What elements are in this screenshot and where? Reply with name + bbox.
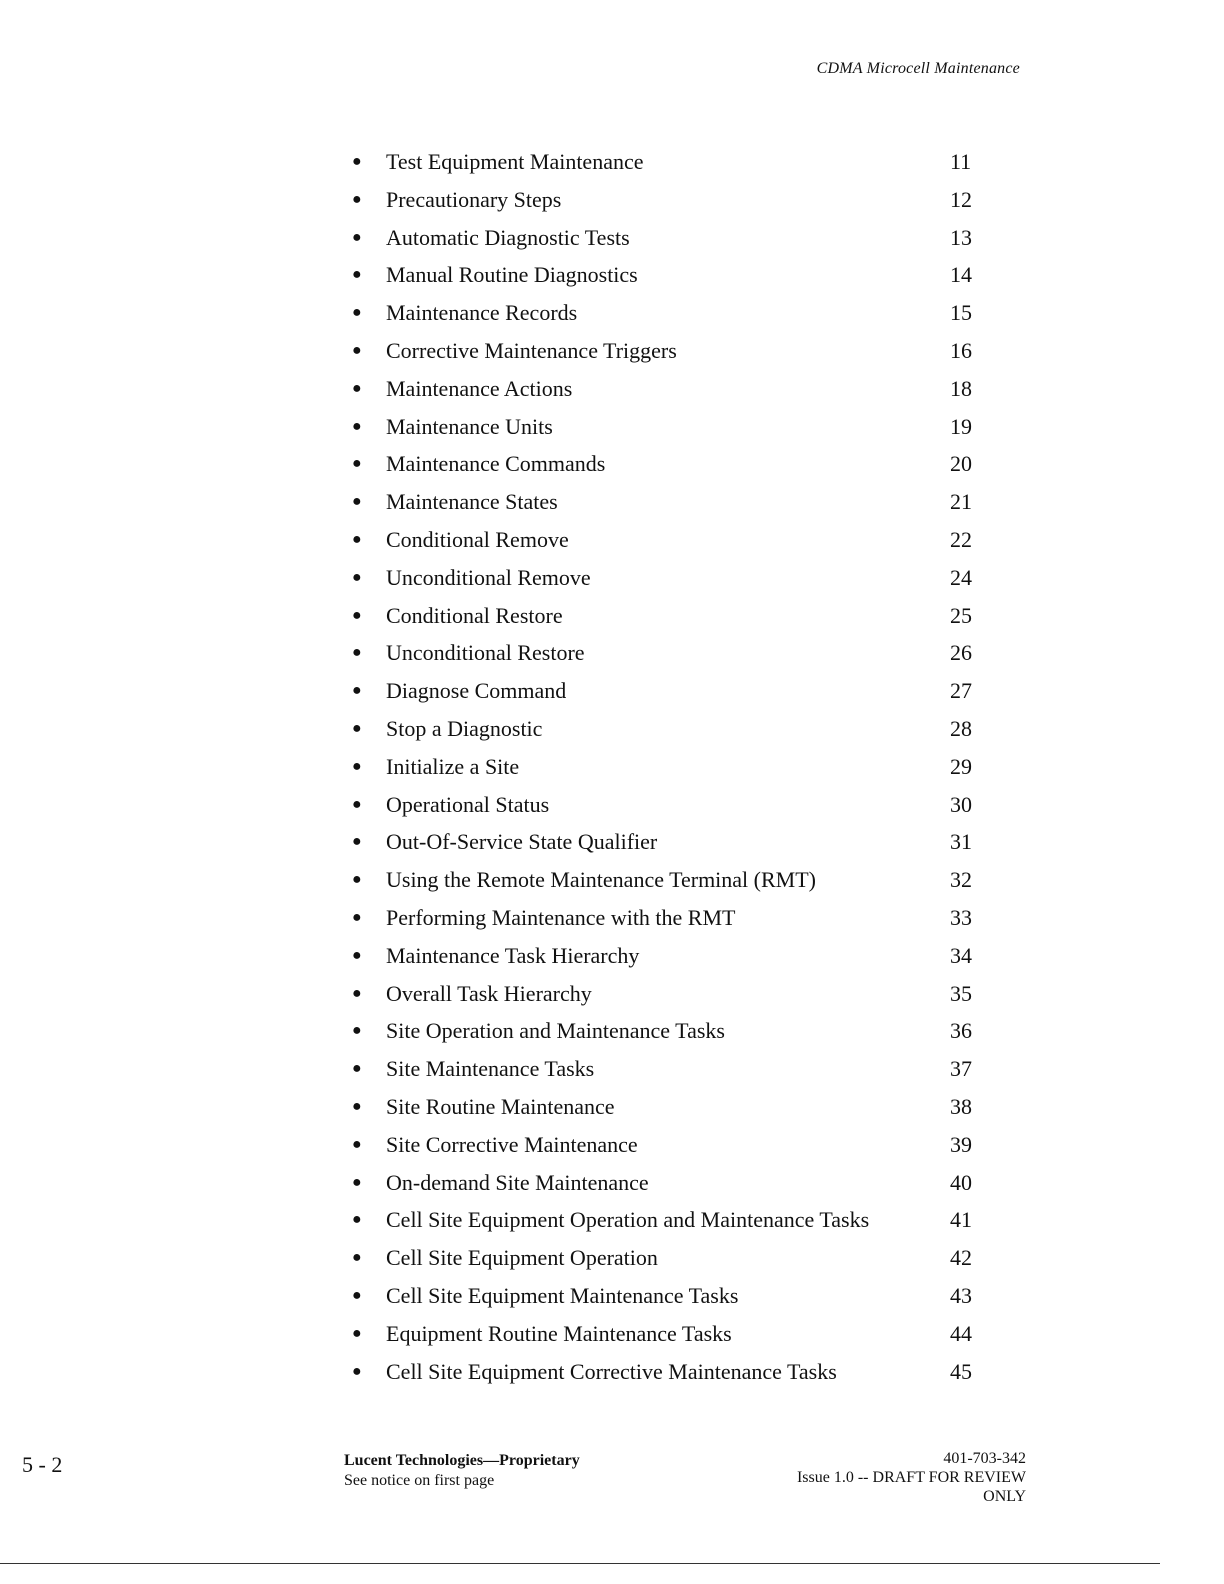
table-of-contents	[350, 143, 990, 1390]
toc-item-page: 36	[950, 1018, 972, 1044]
bullet-icon: ●	[352, 719, 362, 737]
toc-item	[350, 823, 990, 861]
bullet-icon: ●	[352, 1022, 362, 1040]
toc-item-title: Unconditional Remove	[386, 564, 591, 590]
toc-item-page: 20	[950, 451, 972, 477]
toc-item-page: 18	[950, 375, 972, 401]
bullet-icon: ●	[352, 568, 362, 586]
footer-proprietary	[344, 1451, 580, 1491]
toc-item-page: 26	[950, 640, 972, 666]
toc-item-title: Maintenance Actions	[386, 375, 573, 401]
toc-item	[350, 786, 990, 824]
toc-item-title: Cell Site Equipment Operation and Maintenance Tasks	[386, 1207, 870, 1233]
toc-item	[350, 710, 990, 748]
bullet-icon: ●	[352, 266, 362, 284]
toc-item-title: Corrective Maintenance Triggers	[386, 337, 677, 363]
bullet-icon: ●	[352, 455, 362, 473]
toc-item	[350, 483, 990, 521]
toc-item	[350, 1239, 990, 1277]
toc-item	[350, 1126, 990, 1164]
toc-item	[350, 294, 990, 332]
toc-item	[350, 256, 990, 294]
toc-item	[350, 181, 990, 219]
toc-item-page: 45	[950, 1358, 972, 1384]
toc-item	[350, 332, 990, 370]
toc-item-page: 21	[950, 489, 972, 515]
bullet-icon: ●	[352, 1324, 362, 1342]
toc-item	[350, 370, 990, 408]
toc-item	[350, 1201, 990, 1239]
toc-item-title: Site Maintenance Tasks	[386, 1056, 595, 1082]
bottom-rule	[0, 1563, 1160, 1564]
toc-item-page: 39	[950, 1131, 972, 1157]
toc-item-page: 34	[950, 942, 972, 968]
toc-item	[350, 975, 990, 1013]
toc-item-title: Diagnose Command	[386, 678, 567, 704]
toc-item-page: 33	[950, 904, 972, 930]
toc-item-title: On-demand Site Maintenance	[386, 1169, 649, 1195]
bullet-icon: ●	[352, 795, 362, 813]
toc-item-title: Out-Of-Service State Qualifier	[386, 829, 658, 855]
toc-item	[350, 1164, 990, 1202]
footer-doc-number: 401-703-342	[943, 1450, 1026, 1467]
toc-item-title: Maintenance Task Hierarchy	[386, 942, 640, 968]
toc-item-title: Performing Maintenance with the RMT	[386, 904, 736, 930]
footer-notice: See notice on first page	[344, 1472, 495, 1489]
bullet-icon: ●	[352, 1060, 362, 1078]
bullet-icon: ●	[352, 984, 362, 1002]
bullet-icon: ●	[352, 530, 362, 548]
bullet-icon: ●	[352, 1173, 362, 1191]
toc-item-title: Operational Status	[386, 791, 550, 817]
toc-item	[350, 521, 990, 559]
toc-item-title: Conditional Restore	[386, 602, 563, 628]
toc-item	[350, 1088, 990, 1126]
bullet-icon: ●	[352, 228, 362, 246]
toc-item-page: 25	[950, 602, 972, 628]
bullet-icon: ●	[352, 1211, 362, 1229]
bullet-icon: ●	[352, 153, 362, 170]
page-number: 5 - 2	[22, 1452, 63, 1477]
toc-item	[350, 445, 990, 483]
toc-item	[350, 1050, 990, 1088]
toc-item-title: Automatic Diagnostic Tests	[386, 224, 630, 250]
footer-document-info	[766, 1449, 1026, 1506]
toc-item-page: 35	[950, 980, 972, 1006]
bullet-icon: ●	[352, 1135, 362, 1153]
toc-item	[350, 861, 990, 899]
toc-item-title: Site Routine Maintenance	[386, 1093, 615, 1119]
bullet-icon: ●	[352, 833, 362, 851]
toc-item-title: Site Corrective Maintenance	[386, 1131, 638, 1157]
bullet-icon: ●	[352, 379, 362, 397]
toc-item-page: 40	[950, 1169, 972, 1195]
toc-item-page: 38	[950, 1093, 972, 1119]
toc-item-page: 32	[950, 867, 972, 893]
toc-item-title: Manual Routine Diagnostics	[386, 262, 638, 288]
toc-item-page: 19	[950, 413, 972, 439]
toc-item	[350, 219, 990, 257]
toc-item	[350, 597, 990, 635]
toc-item	[350, 1315, 990, 1353]
toc-item	[350, 1277, 990, 1315]
toc-item-page: 13	[950, 224, 972, 250]
toc-item-page: 30	[950, 791, 972, 817]
toc-item-title: Equipment Routine Maintenance Tasks	[386, 1320, 732, 1346]
toc-item-page: 27	[950, 678, 972, 704]
toc-item-page: 24	[950, 564, 972, 590]
toc-item-title: Maintenance Commands	[386, 451, 606, 477]
bullet-icon: ●	[352, 606, 362, 624]
footer-issue: Issue 1.0 -- DRAFT FOR REVIEW ONLY	[796, 1469, 1026, 1505]
toc-item-page: 16	[950, 337, 972, 363]
toc-item-page: 41	[950, 1207, 972, 1233]
toc-item-page: 29	[950, 753, 972, 779]
bullet-icon: ●	[352, 341, 362, 359]
bullet-icon: ●	[352, 682, 362, 700]
toc-item-page: 15	[950, 300, 972, 326]
toc-item-title: Initialize a Site	[386, 753, 520, 779]
bullet-icon: ●	[352, 190, 362, 208]
toc-item-title: Precautionary Steps	[386, 186, 562, 212]
toc-item-page: 12	[950, 186, 972, 212]
toc-item-title: Test Equipment Maintenance	[386, 149, 644, 174]
toc-item-title: Using the Remote Maintenance Terminal (RMT)	[386, 867, 816, 893]
toc-item	[350, 634, 990, 672]
toc-item	[350, 1012, 990, 1050]
bullet-icon: ●	[352, 908, 362, 926]
bullet-icon: ●	[352, 1362, 362, 1380]
toc-item-page: 37	[950, 1056, 972, 1082]
toc-item-page: 42	[950, 1245, 972, 1271]
toc-item	[350, 143, 990, 181]
bullet-icon: ●	[352, 417, 362, 435]
bullet-icon: ●	[352, 1286, 362, 1304]
toc-item	[350, 672, 990, 710]
bullet-icon: ●	[352, 1249, 362, 1267]
toc-item-title: Conditional Remove	[386, 526, 569, 552]
toc-item-page: 28	[950, 715, 972, 741]
toc-item	[350, 937, 990, 975]
toc-item-title: Stop a Diagnostic	[386, 715, 543, 741]
running-header: CDMA Microcell Maintenance	[816, 60, 1020, 77]
toc-item-title: Cell Site Equipment Corrective Maintenance Tasks	[386, 1358, 837, 1384]
toc-item	[350, 1353, 990, 1391]
bullet-icon: ●	[352, 1097, 362, 1115]
toc-item-page: 31	[950, 829, 972, 855]
toc-item-page: 14	[950, 262, 972, 288]
footer-company: Lucent Technologies—Proprietary	[344, 1452, 580, 1469]
toc-item-title: Maintenance States	[386, 489, 558, 515]
toc-item-page: 43	[950, 1282, 972, 1308]
toc-item-page: 22	[950, 526, 972, 552]
toc-item-title: Maintenance Units	[386, 413, 553, 439]
toc-item-title: Cell Site Equipment Operation	[386, 1245, 658, 1271]
toc-item-title: Overall Task Hierarchy	[386, 980, 592, 1006]
toc-item-title: Maintenance Records	[386, 300, 578, 326]
toc-item-title: Unconditional Restore	[386, 640, 585, 666]
toc-item	[350, 408, 990, 446]
bullet-icon: ●	[352, 644, 362, 662]
toc-item	[350, 748, 990, 786]
bullet-icon: ●	[352, 304, 362, 322]
toc-item	[350, 559, 990, 597]
bullet-icon: ●	[352, 946, 362, 964]
toc-item-page: 44	[950, 1320, 972, 1346]
bullet-icon: ●	[352, 493, 362, 511]
bullet-icon: ●	[352, 757, 362, 775]
toc-item-page: 11	[950, 149, 972, 174]
toc-item-title: Site Operation and Maintenance Tasks	[386, 1018, 725, 1044]
bullet-icon: ●	[352, 871, 362, 889]
toc-item	[350, 899, 990, 937]
toc-item-title: Cell Site Equipment Maintenance Tasks	[386, 1282, 739, 1308]
